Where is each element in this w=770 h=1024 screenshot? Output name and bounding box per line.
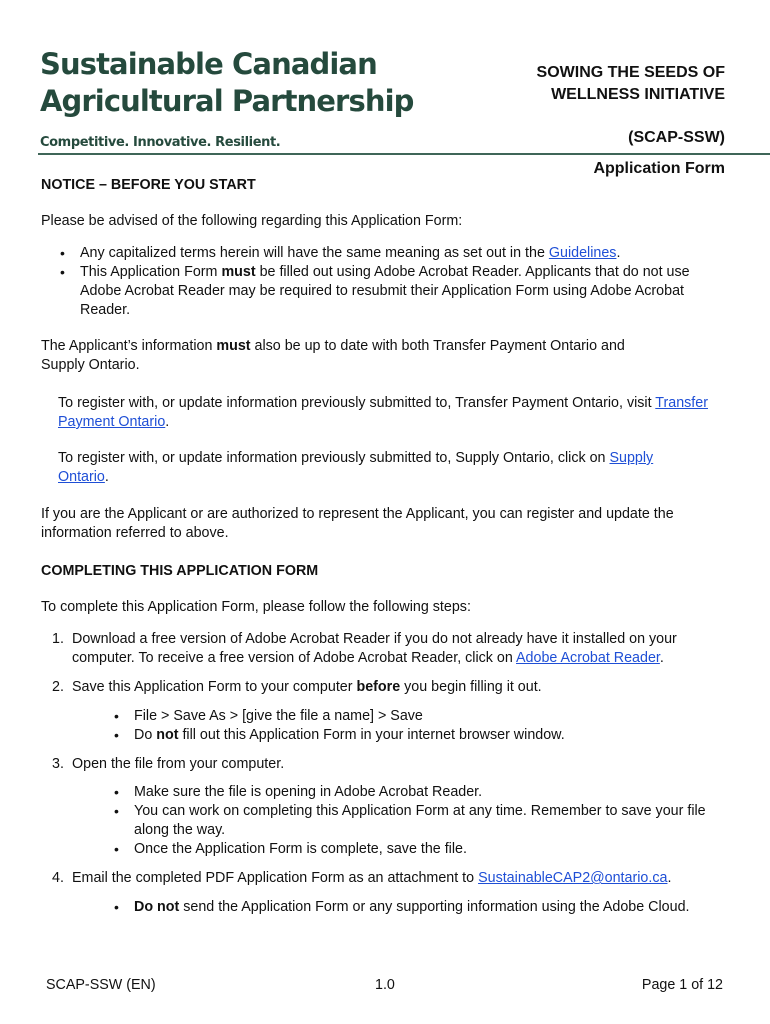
notice-intro: Please be advised of the following regarding this Application Form:	[41, 213, 463, 229]
brand-tagline: Competitive. Innovative. Resilient.	[40, 135, 281, 150]
step-3: 3. Open the file from your computer.	[52, 756, 285, 772]
supply-ontario-link[interactable]: Supply Ontario	[58, 450, 654, 485]
notice-heading: NOTICE – BEFORE YOU START	[41, 177, 256, 193]
footer-doc-code: SCAP-SSW (EN)	[46, 977, 156, 993]
completing-step-4	[52, 869, 724, 888]
step-1: 1. Download a free version of Adobe Acrobat Reader if you do not already have it installed on your computer. To receive a free version of Adobe Acrobat Reader, click on Adobe Acrobat Reader.	[52, 631, 677, 666]
email-link[interactable]: SustainableCAP2@ontario.ca	[478, 870, 668, 886]
footer-version: 1.0	[375, 977, 395, 993]
form-title: Application Form	[593, 160, 725, 177]
notice-bullet-acrobat: • This Application Form must be filled out using Adobe Acrobat Reader. Applicants that do not use Adobe Acrobat Reader may be required to resubmit their Application Form using Adobe Acrobat Reader.	[60, 263, 720, 320]
step-4: 4. Email the completed PDF Application Form as an attachment to SustainableCAP2@ontario.ca.	[52, 870, 672, 886]
completing-heading: COMPLETING THIS APPLICATION FORM	[41, 563, 319, 579]
program-code: (SCAP-SSW)	[628, 129, 725, 146]
step-3-bullets	[114, 783, 734, 859]
guidelines-link[interactable]: Guidelines	[548, 245, 617, 261]
initiative-line-1: SOWING THE SEEDS OF	[536, 64, 725, 81]
notice-paragraph-applicant-info: The Applicant’s information must also be up to date with both Transfer Payment Ontario and Supply Ontario.	[41, 338, 625, 373]
step-3-bullet-save: • You can work on completing this Application Form at any time. Remember to save your file along the way.	[114, 802, 734, 840]
adobe-acrobat-reader-link[interactable]: Adobe Acrobat Reader	[516, 650, 660, 666]
initiative-title	[537, 62, 725, 106]
step-2-bullet-browser: • Do not fill out this Application Form in your internet browser window.	[114, 726, 734, 745]
completing-steps	[52, 630, 724, 668]
step-4-bullets	[114, 898, 734, 917]
completing-intro: To complete this Application Form, please follow the following steps:	[41, 599, 471, 615]
transfer-payment-ontario-link[interactable]: Transfer Payment Ontario	[58, 395, 708, 430]
step-3-bullet-complete: • Once the Application Form is complete, save the file.	[114, 840, 734, 859]
step-2-bullets	[114, 707, 734, 745]
notice-bullet-guidelines: • Any capitalized terms herein will have the same meaning as set out in the Guidelines.	[60, 244, 720, 263]
completing-step-2	[52, 678, 724, 697]
step-4-bullet-adobe-cloud: • Do not send the Application Form or any supporting information using the Adobe Cloud.	[114, 898, 734, 917]
notice-paragraph-authorized: If you are the Applicant or are authorized to represent the Applicant, you can register and update the information referred to above.	[41, 506, 674, 541]
step-3-bullet-acrobat: • Make sure the file is opening in Adobe Acrobat Reader.	[114, 783, 734, 802]
brand-logo-text	[40, 46, 440, 120]
brand-line-1: Sustainable Canadian	[40, 47, 377, 81]
tpo-instructions: To register with, or update information previously submitted to, Transfer Payment Ontario, visit Transfer Payment Ontario.	[58, 395, 708, 430]
notice-bullets	[60, 244, 720, 320]
completing-step-3	[52, 755, 724, 774]
supply-ontario-instructions: To register with, or update information previously submitted to, Supply Ontario, click on Supply Ontario.	[58, 450, 654, 485]
brand-line-2: Agricultural Partnership	[40, 84, 414, 118]
header-divider	[38, 153, 770, 155]
initiative-line-2: WELLNESS INITIATIVE	[551, 86, 725, 103]
step-2: 2. Save this Application Form to your computer before you begin filling it out.	[52, 679, 542, 695]
step-2-bullet-save-as: • File > Save As > [give the file a name] > Save	[114, 707, 734, 726]
footer-page-number: Page 1 of 12	[641, 977, 723, 993]
